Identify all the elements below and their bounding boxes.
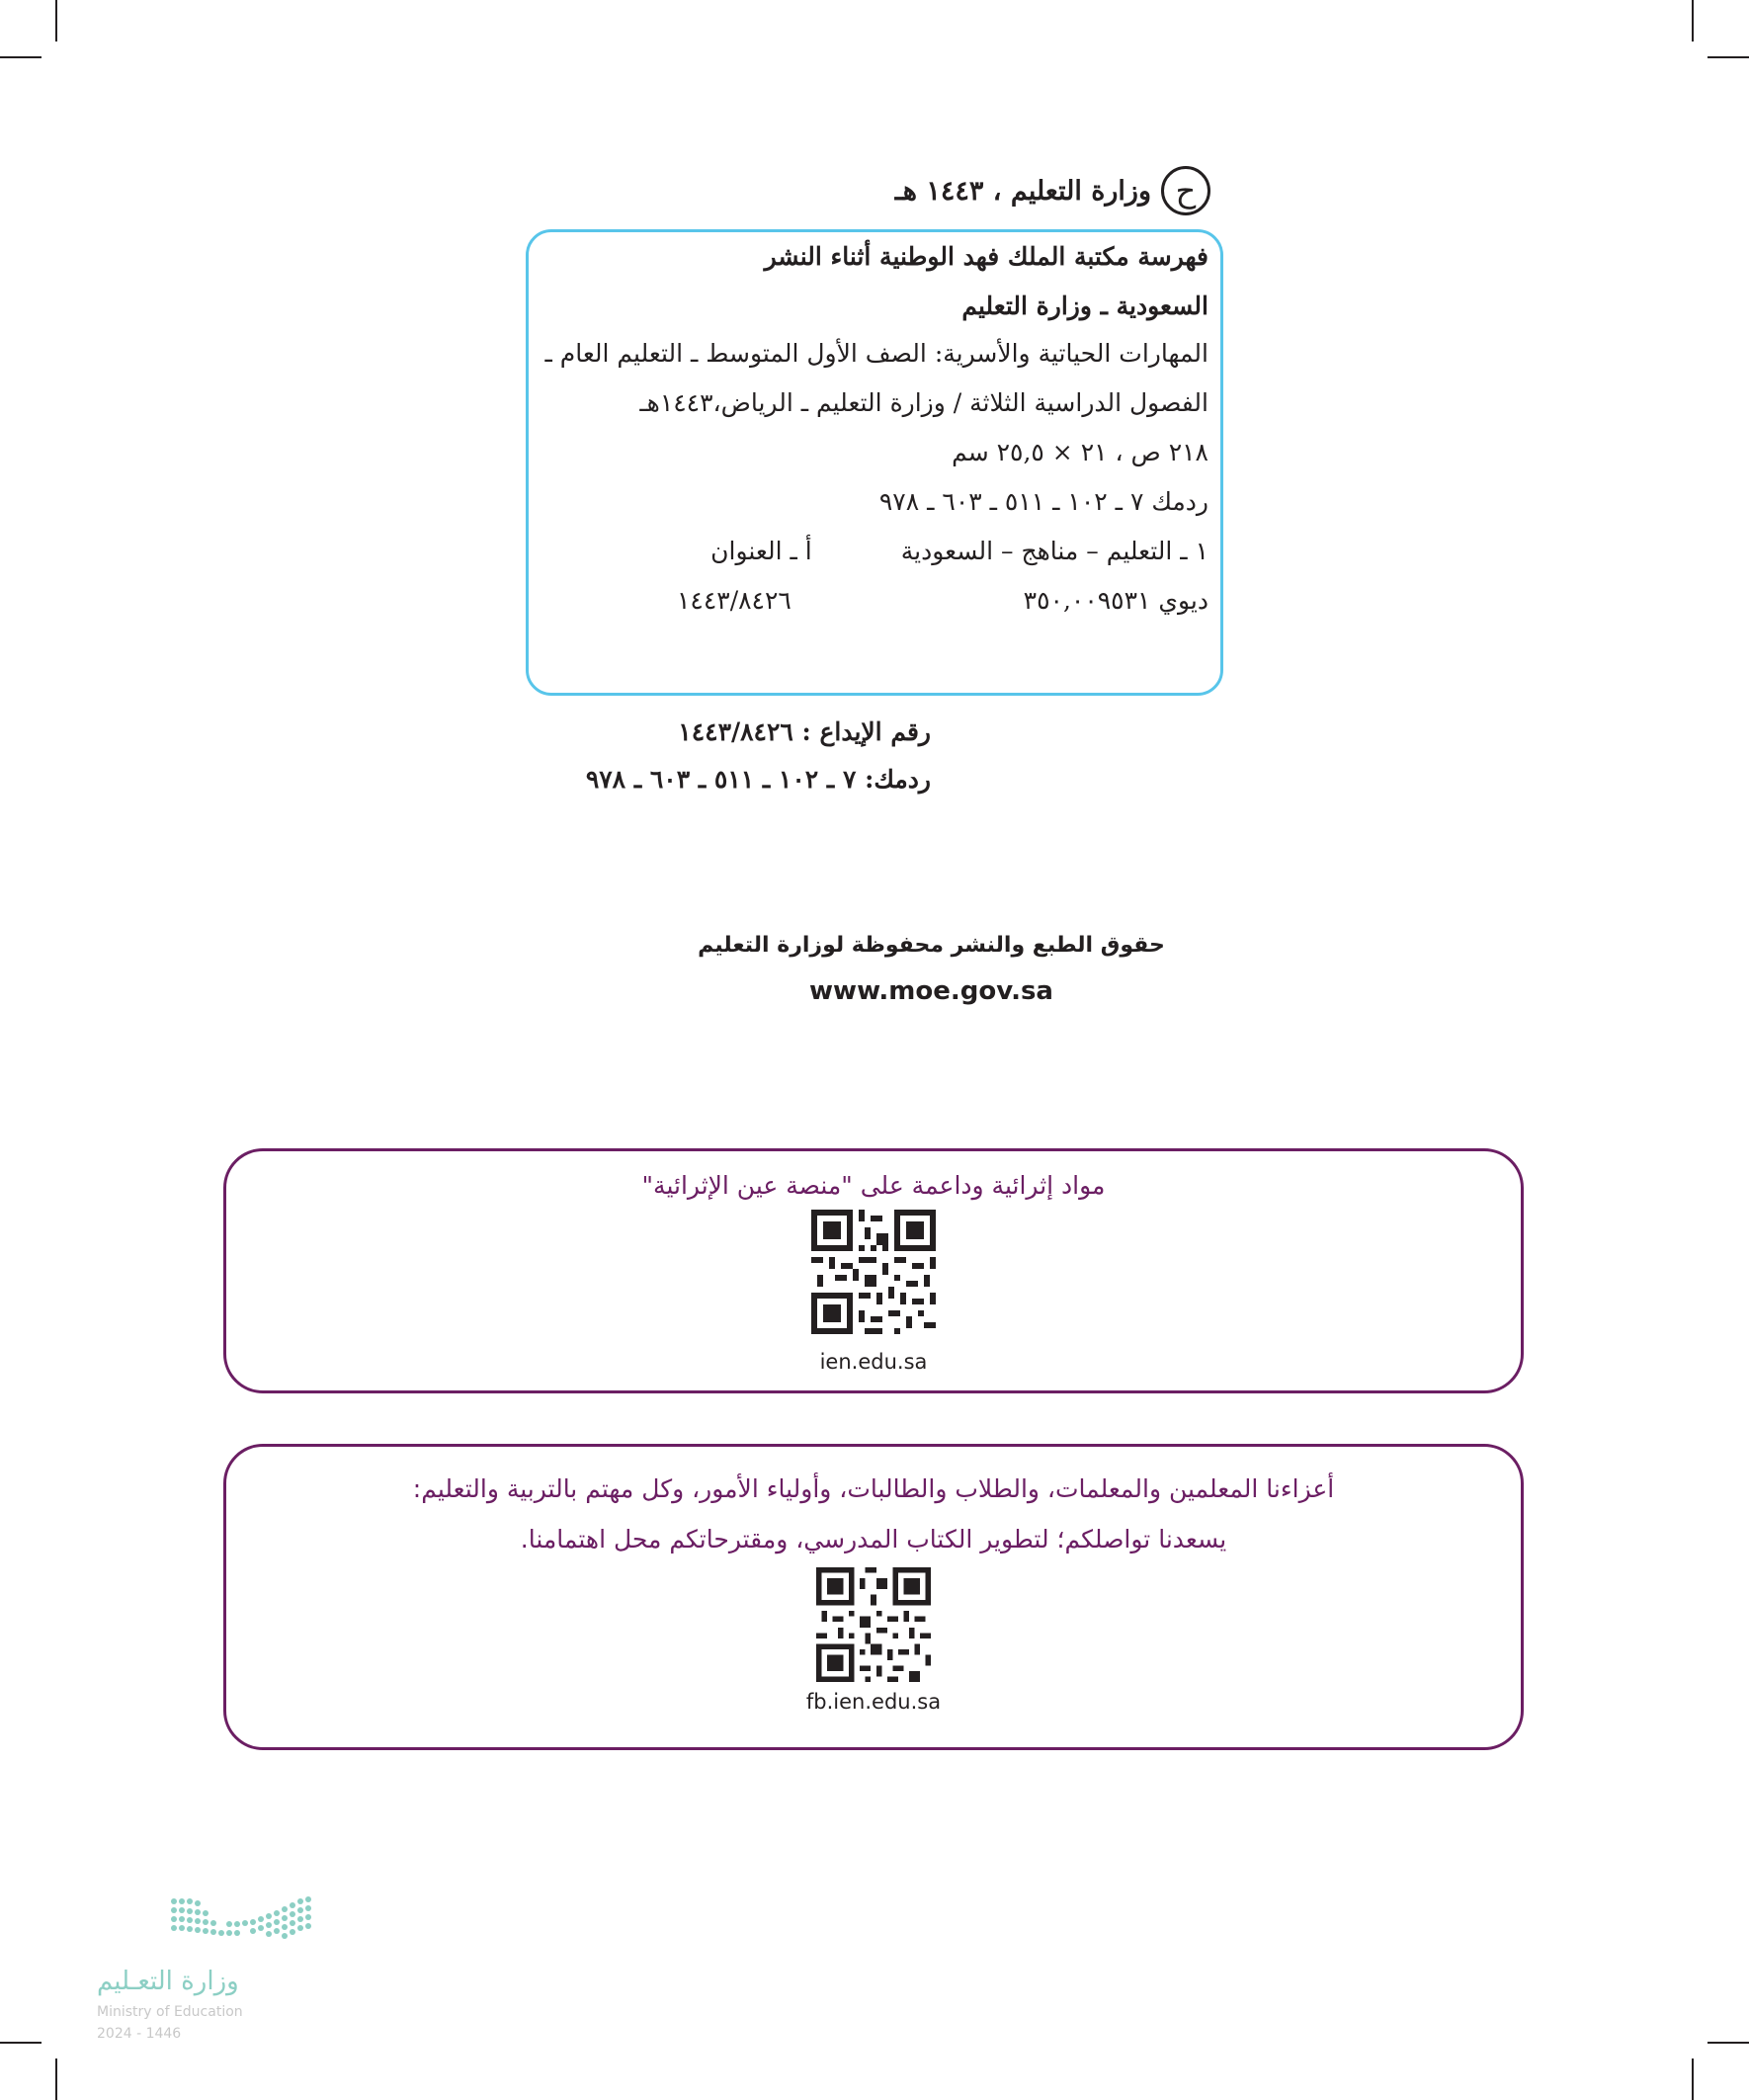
crop-mark <box>55 2058 57 2100</box>
logo-arabic: وزارة التعـليم <box>97 1967 239 1996</box>
logo-dots-icon <box>170 1895 328 1955</box>
crop-mark <box>55 0 57 42</box>
copyright-text: وزارة التعليم ، ١٤٤٣ هـ <box>894 175 1151 207</box>
catalog-heading: فهرسة مكتبة الملك فهد الوطنية أثناء النشر <box>764 242 1208 271</box>
logo-english: Ministry of Education <box>97 2004 243 2020</box>
rights-notice: حقوق الطبع والنشر محفوظة لوزارة التعليم <box>698 933 1165 958</box>
qr-code-icon[interactable] <box>816 1567 931 1682</box>
catalog-physical: ٢١٨ ص ، ٢١ × ٢٥,٥ سم <box>952 438 1208 466</box>
ien-url[interactable]: ien.edu.sa <box>819 1350 928 1374</box>
website-link[interactable]: www.moe.gov.sa <box>809 976 1053 1006</box>
feedback-line2: يسعدنا تواصلكم؛ لتطوير الكتاب المدرسي، ومقترحاتكم محل اهتمامنا. <box>520 1525 1227 1554</box>
catalog-deposit-number: ١٤٤٣/٨٤٢٦ <box>677 586 791 615</box>
deposit-isbn: ردمك: ٧ ـ ١٠٢ ـ ٥١١ ـ ٦٠٣ ـ ٩٧٨ <box>585 765 931 794</box>
catalog-author: السعودية ـ وزارة التعليم <box>961 292 1208 320</box>
catalog-title-entry: أ ـ العنوان <box>710 537 812 565</box>
deposit-number: رقم الإيداع : ١٤٤٣/٨٤٢٦ <box>678 717 931 746</box>
catalog-dewey: ديوي ٣٥٠,٠٠٩٥٣١ <box>1023 586 1208 615</box>
feedback-line1: أعزاءنا المعلمين والمعلمات، والطلاب والطالبات، وأولياء الأمور، وكل مهتم بالتربية والتعليم: <box>412 1474 1335 1503</box>
copyright-symbol: ح <box>1161 166 1210 215</box>
crop-mark <box>1692 0 1694 42</box>
feedback-box <box>223 1444 1524 1750</box>
crop-mark <box>1692 2058 1694 2100</box>
qr-code-icon[interactable] <box>811 1210 936 1334</box>
catalog-dewey-row <box>677 586 1208 615</box>
crop-mark <box>1707 56 1749 58</box>
crop-mark <box>0 56 42 58</box>
catalog-subject-row <box>710 537 1208 565</box>
catalog-box <box>526 229 1223 696</box>
crop-mark <box>0 2042 42 2044</box>
catalog-title-line1: المهارات الحياتية والأسرية: الصف الأول المتوسط ـ التعليم العام ـ <box>544 339 1208 368</box>
catalog-subject: ١ ـ التعليم – مناهج – السعودية <box>900 537 1208 565</box>
ien-text: مواد إثرائية وداعمة على "منصة عين الإثرائية" <box>641 1171 1106 1200</box>
crop-mark <box>1707 2042 1749 2044</box>
catalog-isbn: ردمك ٧ ـ ١٠٢ ـ ٥١١ ـ ٦٠٣ ـ ٩٧٨ <box>878 487 1208 516</box>
logo-years: 2024 - 1446 <box>97 2026 182 2042</box>
catalog-title-line2: الفصول الدراسية الثلاثة / وزارة التعليم ـ الرياض،١٤٤٣هـ <box>639 388 1208 417</box>
ien-platform-box <box>223 1148 1524 1393</box>
copyright-line <box>895 166 1210 215</box>
feedback-url[interactable]: fb.ien.edu.sa <box>805 1690 942 1714</box>
